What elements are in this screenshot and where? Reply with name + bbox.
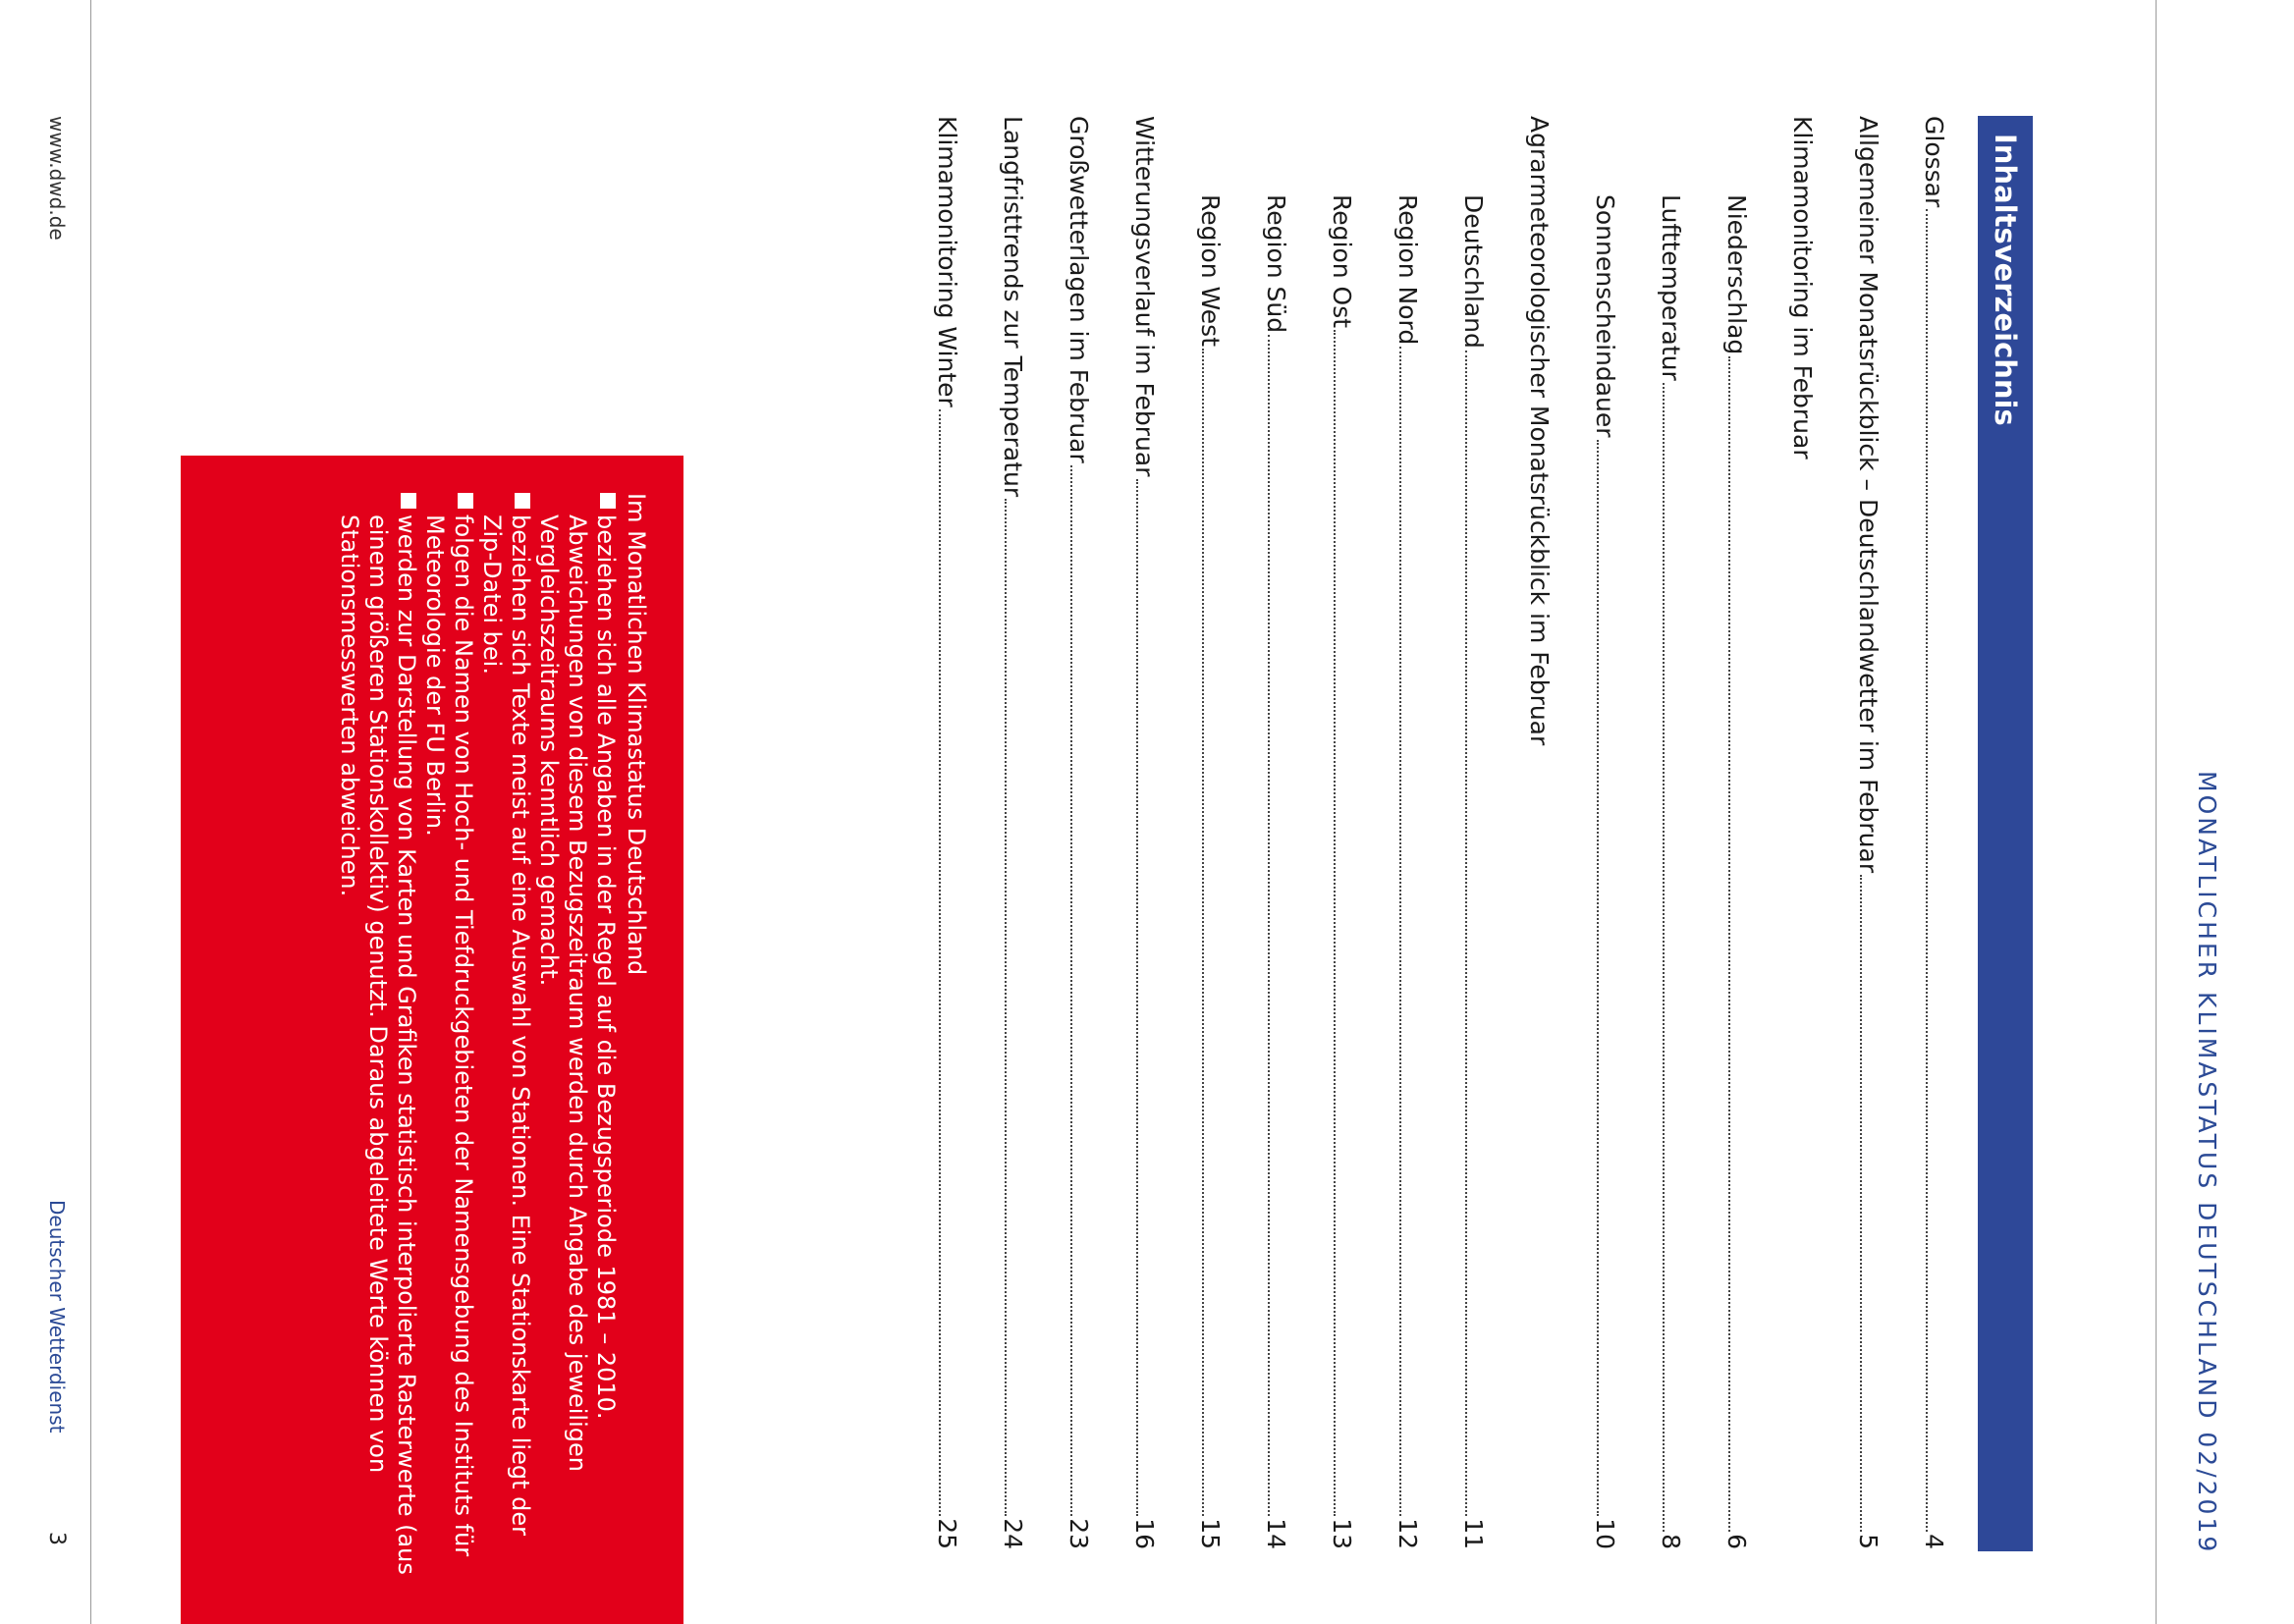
toc-entry-region-ost[interactable] [1327,194,1366,1549]
toc-leader-dots [1136,479,1138,1517]
toc-leader-dots [1399,347,1401,1516]
toc-entry-page: 13 [1328,1518,1356,1549]
right-margin-line [2156,0,2157,1624]
info-box [181,456,683,1624]
toc-entry-label: Region Süd [1262,194,1290,334]
toc-entry-label: Klimamonitoring Winter [933,116,961,407]
toc-entry-page: 16 [1130,1518,1159,1549]
info-box-item [534,493,620,1585]
toc-entry-label: Klimamonitoring im Februar [1788,116,1817,460]
toc-entry-page: 24 [999,1518,1027,1549]
toc-entry-label: Region Nord [1393,194,1422,346]
toc-entry-region-sued[interactable] [1261,194,1300,1549]
toc-heading: Inhaltsverzeichnis [1978,116,2033,1551]
toc-entry-glossar[interactable] [1919,116,1958,1549]
toc-leader-dots [1663,383,1665,1532]
toc-entry-klimamonitoring-winter[interactable] [932,116,971,1549]
toc-entry-deutschland[interactable] [1458,194,1498,1549]
toc-entry-langfristtrends[interactable] [998,116,1037,1549]
toc-entry-page: 10 [1591,1518,1619,1549]
info-box-item-text: beziehen sich Texte meist auf eine Auswahl von Stationen. Eine Stationskarte liegt der Zip-Datei bei. [478,514,534,1537]
info-box-item [335,493,420,1585]
toc-leader-dots [1268,335,1270,1516]
toc-entry-page: 8 [1657,1534,1685,1549]
toc-entry-label: Deutschland [1459,194,1488,349]
toc-entry-label: Agrarmeteorologischer Monatsrückblick im Februar [1525,116,1554,746]
info-box-intro: Im Monatlichen Klimastatus Deutschland [623,493,650,976]
toc-entry-page: 5 [1854,1534,1883,1549]
toc-leader-dots [1334,330,1336,1516]
toc-leader-dots [1597,440,1599,1517]
toc-entry-label: Witterungsverlauf im Februar [1130,116,1159,477]
toc-entry-lufttemperatur[interactable] [1656,194,1695,1549]
toc-entry-page: 11 [1459,1518,1488,1549]
toc-leader-dots [1926,209,1928,1532]
toc-entry-page: 23 [1065,1518,1093,1549]
toc-entry-page: 15 [1196,1518,1225,1549]
bullet-square-icon [600,493,616,509]
publication-title: MONATLICHER KLIMASTATUS DEUTSCHLAND 02/2019 [2193,771,2221,1555]
toc-leader-dots [939,409,941,1516]
toc-entry-region-nord[interactable] [1393,194,1432,1549]
table-of-contents [854,116,2033,1551]
toc-entry-label: Niederschlag [1722,194,1751,355]
toc-entry-page: 4 [1920,1534,1948,1549]
toc-leader-dots [1070,465,1072,1516]
toc-entry-sonnenscheindauer[interactable] [1590,194,1629,1549]
organization-name: Deutscher Wetterdienst [45,1200,69,1434]
toc-entry-page: 14 [1262,1518,1290,1549]
toc-section-agrarmeteorologie[interactable] [1524,116,1563,1549]
toc-entry-label: Region Ost [1328,194,1356,329]
toc-leader-dots [1728,356,1730,1532]
left-margin-line [90,0,91,1624]
website-link[interactable]: www.dwd.de [45,116,69,241]
toc-entry-label: Region West [1196,194,1225,347]
toc-entry-label: Großwetterlagen im Februar [1065,116,1093,463]
info-box-item [477,493,534,1585]
toc-leader-dots [1202,349,1204,1516]
toc-entry-allgemeiner-monatsrueckblick[interactable] [1853,116,1892,1549]
toc-entry-label: Sonnenscheindauer [1591,194,1619,438]
bullet-square-icon [458,493,473,509]
toc-entry-page: 12 [1393,1518,1422,1549]
page-number: 3 [44,1532,69,1545]
info-box-item-text: folgen die Namen von Hoch- und Tiefdruckgebieten der Namensgebung des Instituts für Meteorologie der FU Berlin. [421,514,477,1557]
toc-entry-label: Glossar [1920,116,1948,208]
info-box-item-text: beziehen sich alle Angaben in der Regel auf die Bezugsperiode 1981 – 2010. Abweichungen von diesem Bezugszeitraum werden durch Angabe des jeweiligen Vergleichszeitraums kenntlich gemacht. [535,514,620,1472]
toc-entry-label: Allgemeiner Monatsrückblick – Deutschlandwetter im Februar [1854,116,1883,874]
toc-entry-witterungsverlauf[interactable] [1129,116,1169,1549]
toc-entry-label: Langfristtrends zur Temperatur [999,116,1027,498]
toc-leader-dots [1860,875,1862,1532]
toc-leader-dots [1465,351,1467,1516]
toc-entry-grosswetterlagen[interactable] [1064,116,1103,1549]
toc-entry-page: 25 [933,1518,961,1549]
toc-entry-niederschlag[interactable] [1721,194,1761,1549]
toc-entry-label: Lufttemperatur [1657,194,1685,381]
toc-entry-page: 6 [1722,1534,1751,1549]
info-box-item [420,493,477,1585]
info-box-item-text: werden zur Darstellung von Karten und Grafiken statistisch interpolierte Rasterwerte (aus einem größeren Stationskollektiv) genutzt. Daraus abgeleitete Werte können von Stationsmesswerten abweichen. [336,514,420,1575]
toc-leader-dots [1005,499,1007,1516]
toc-section-klimamonitoring[interactable] [1787,116,1827,1549]
bullet-square-icon [515,493,530,509]
bullet-square-icon [401,493,416,509]
toc-entry-region-west[interactable] [1195,194,1234,1549]
